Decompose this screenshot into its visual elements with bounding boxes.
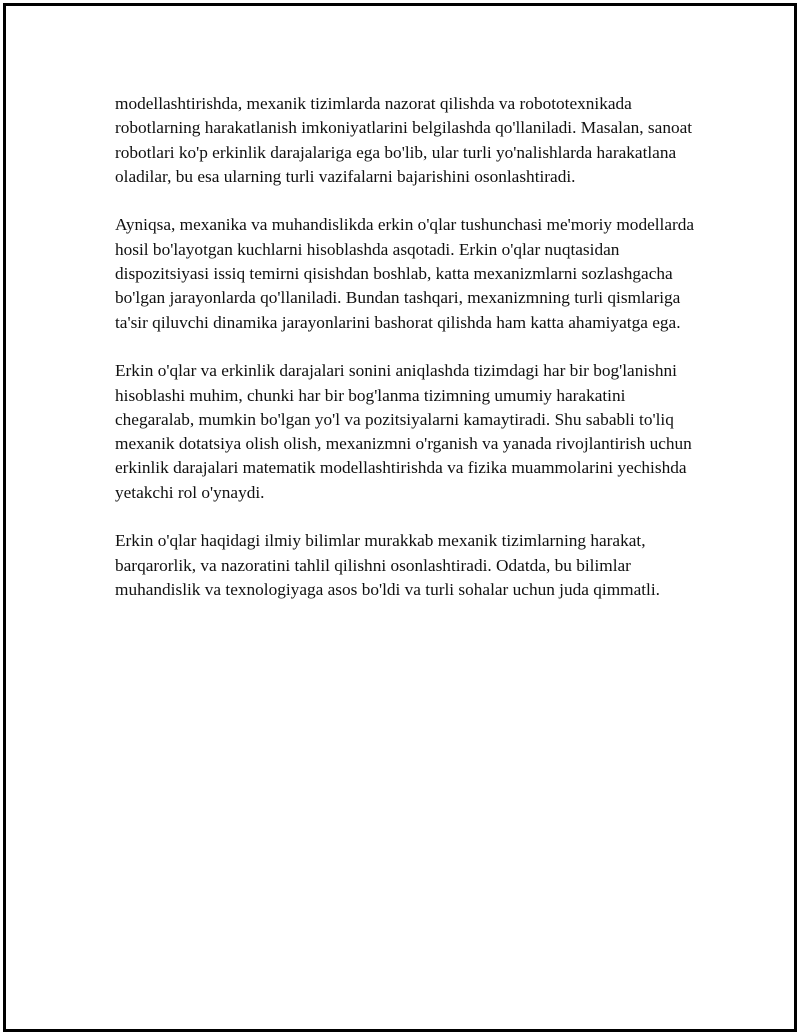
paragraph-3: Erkin o'qlar va erkinlik darajalari sonini aniqlashda tizimdagi har bir bog'lanishni hisoblashi muhim, chunki har bir bog'lanma tizimning umumiy harakatini chegaralab, mumkin bo'lgan yo'l va pozitsiyalarni kamaytiradi. Shu sababli to'liq mexanik dotatsiya olish olish, mexanizmni o'rganish va yanada rivojlantirish uchun erkinlik darajalari matematik modellashtirishda va fizika muammolarini yechishda yetakchi rol o'ynaydi. [115,361,692,502]
paragraph-4: Erkin o'qlar haqidagi ilmiy bilimlar murakkab mexanik tizimlarning harakat, barqarorlik, va nazoratini tahlil qilishni osonlashtiradi. Odatda, bu bilimlar muhandislik va texnologiyaga asos bo'ldi va turli sohalar uchun juda qimmatli. [115,531,660,599]
document-body [115,92,695,627]
paragraph-2: Ayniqsa, mexanika va muhandislikda erkin o'qlar tushunchasi me'moriy modellarda hosil bo'layotgan kuchlarni hisoblashda asqotadi. Erkin o'qlar nuqtasidan dispozitsiyasi issiq temirni qisishdan boshlab, katta mexanizmlarni sozlashgacha bo'lgan jarayonlarda qo'llaniladi. Bundan tashqari, mexanizmning turli qismlariga ta'sir qiluvchi dinamika jarayonlarini bashorat qilishda ham katta ahamiyatga ega. [115,215,695,332]
paragraph-1: modellashtirishda, mexanik tizimlarda nazorat qilishda va robototexnikada robotlarning harakatlanish imkoniyatlarini belgilashda qo'llaniladi. Masalan, sanoat robotlari ko'p erkinlik darajalariga ega bo'lib, ular turli yo'nalishlarda harakatlana oladilar, bu esa ularning turli vazifalarni bajarishini osonlashtiradi. [115,94,693,186]
